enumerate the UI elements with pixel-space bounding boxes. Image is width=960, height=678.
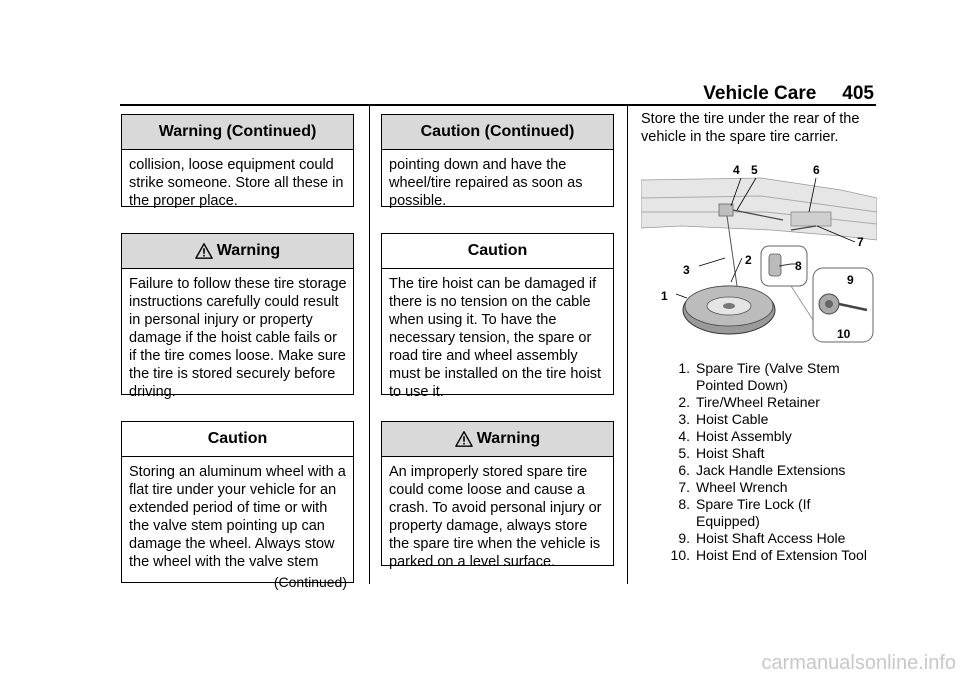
legend-item xyxy=(668,360,878,394)
callout-3: 3 xyxy=(683,263,690,277)
warning-continued-box xyxy=(121,114,354,207)
callout-6: 6 xyxy=(813,163,820,177)
watermark: carmanualsonline.info xyxy=(761,652,956,674)
box-body: Failure to follow these tire storage instructions carefully could result in personal injury or property damage if the hoist cable fails or if the tire comes loose. Make sure the tire is stored securely before driving. xyxy=(129,276,347,400)
legend-label: Wheel Wrench xyxy=(696,479,788,495)
legend-label: Tire/Wheel Retainer xyxy=(696,394,820,410)
box-title-row xyxy=(382,422,613,457)
legend-label: Hoist Shaft Access Hole xyxy=(696,530,846,546)
legend-item xyxy=(668,394,878,411)
box-title: Caution (Continued) xyxy=(382,115,613,150)
legend-num: 4. xyxy=(678,428,690,444)
page-number: 405 xyxy=(842,83,874,104)
legend-label: Hoist End of Extension Tool xyxy=(696,547,867,563)
legend-label: Spare Tire Lock (If Equipped) xyxy=(696,496,811,529)
legend-num: 5. xyxy=(678,445,690,461)
box-title: Warning xyxy=(216,242,281,259)
legend-num: 3. xyxy=(678,411,690,427)
column-divider-1 xyxy=(369,104,370,584)
legend-num: 9. xyxy=(678,530,690,546)
box-body: collision, loose equipment could strike someone. Store all these in the proper place. xyxy=(129,157,344,209)
legend-item xyxy=(668,530,878,547)
legend-label: Spare Tire (Valve Stem Pointed Down) xyxy=(696,360,840,393)
legend-item xyxy=(668,547,878,564)
column-divider-2 xyxy=(627,104,628,584)
legend-num: 6. xyxy=(678,462,690,478)
callout-7: 7 xyxy=(857,235,864,249)
legend-item xyxy=(668,479,878,496)
box-title-row xyxy=(122,234,353,269)
callout-8: 8 xyxy=(795,259,802,273)
header-rule xyxy=(120,104,876,106)
box-body-text: Storing an aluminum wheel with a flat tire under your vehicle for an extended period of time or with the valve stem pointing up can damage the wheel. Always stow the wheel with the valve stem xyxy=(129,464,346,570)
warning-triangle-icon xyxy=(455,430,473,448)
warning-box xyxy=(381,421,614,570)
callout-1: 1 xyxy=(661,289,668,303)
callout-5: 5 xyxy=(751,163,758,177)
box-title: Caution xyxy=(382,234,613,269)
legend-num: 10. xyxy=(670,547,690,563)
legend-item xyxy=(668,428,878,445)
callout-9: 9 xyxy=(847,273,854,287)
warning-triangle-icon xyxy=(195,242,213,260)
legend-num: 7. xyxy=(678,479,690,495)
callout-2: 2 xyxy=(745,253,752,267)
caution-box xyxy=(381,233,614,400)
legend-label: Hoist Shaft xyxy=(696,445,765,461)
box-body: pointing down and have the wheel/tire repaired as soon as possible. xyxy=(389,157,583,209)
callout-4: 4 xyxy=(733,163,740,177)
callout-10: 10 xyxy=(837,327,851,341)
intro-text: Store the tire under the rear of the vehicle in the spare tire carrier. xyxy=(641,111,860,145)
legend-item xyxy=(668,411,878,428)
section-title: Vehicle Care xyxy=(703,83,817,104)
box-body xyxy=(122,457,353,597)
box-title: Caution xyxy=(122,422,353,457)
box-title: Warning xyxy=(476,430,541,447)
box-title: Warning (Continued) xyxy=(122,115,353,150)
legend-item xyxy=(668,462,878,479)
figure-legend xyxy=(668,360,878,564)
legend-label: Jack Handle Extensions xyxy=(696,462,846,478)
legend-num: 1. xyxy=(678,360,690,376)
caution-continued-box xyxy=(381,114,614,207)
page-header xyxy=(660,83,874,105)
legend-num: 2. xyxy=(678,394,690,410)
legend-label: Hoist Assembly xyxy=(696,428,792,444)
box-body: The tire hoist can be damaged if there is no tension on the cable when using it. To have the necessary tension, the spare or road tire and wheel assembly must be installed on the tire hoist to use it. xyxy=(389,276,601,400)
legend-item xyxy=(668,496,878,530)
continued-label: (Continued) xyxy=(273,574,347,590)
spare-tire-illustration xyxy=(641,160,877,348)
warning-box xyxy=(121,233,354,400)
legend-num: 8. xyxy=(678,496,690,512)
box-body: An improperly stored spare tire could come loose and cause a crash. To avoid personal injury or property damage, always store the spare tire when the vehicle is parked on a level surface. xyxy=(389,464,602,570)
caution-box xyxy=(121,421,354,590)
legend-label: Hoist Cable xyxy=(696,411,769,427)
legend-item xyxy=(668,445,878,462)
